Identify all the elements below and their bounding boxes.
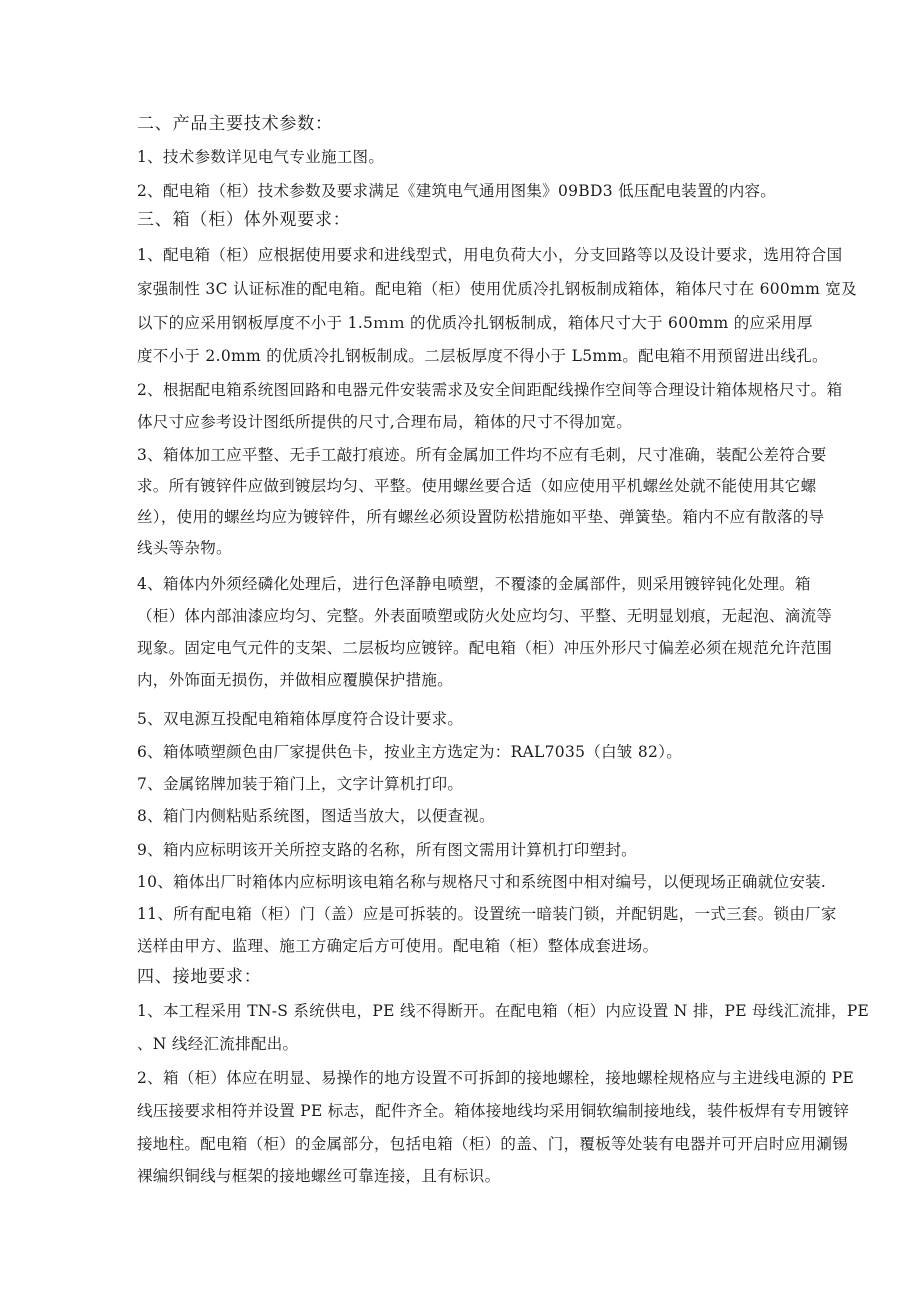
paragraph-line: 度不小于 2.0mm 的优质冷扎钢板制成。二层板厚度不得小于 L5mm。配电箱不用预留进出线孔。 (137, 347, 828, 365)
paragraph-line: 接地柱。配电箱（柜）的金属部分，包括电箱（柜）的盖、门，覆板等处装有电器并可开启时应用涮锡 (137, 1135, 849, 1153)
section-heading-grounding: 四、接地要求： (137, 967, 262, 987)
paragraph-line: 10、箱体出厂时箱体内应标明该电箱名称与规格尺寸和系统图中相对编号，以便现场正确就位安装. (137, 873, 827, 891)
paragraph-line: 4、箱体内外须经磷化处理后，进行色泽静电喷塑，不覆漆的金属部件，则采用镀锌钝化处理。箱 (137, 575, 811, 593)
paragraph-line: 裸编织铜线与框架的接地螺丝可靠连接，且有标识。 (137, 1167, 501, 1185)
paragraph-line: 家强制性 3C 认证标准的配电箱。配电箱（柜）使用优质冷扎钢板制成箱体，箱体尺寸在 600mm 宽及 (137, 280, 857, 298)
paragraph-line: （柜）体内部油漆应均匀、完整。外表面喷塑或防火处应均匀、平整、无明显划痕，无起泡、滴流等 (137, 607, 833, 625)
paragraph-line: 丝），使用的螺丝均应为镀锌件，所有螺丝必须设置防松措施如平垫、弹簧垫。箱内不应有散落的导 (137, 508, 825, 526)
paragraph-line: 1、本工程采用 TN-S 系统供电，PE 线不得断开。在配电箱（柜）内应设置 N 排，PE 母线汇流排，PE (137, 1002, 870, 1020)
section-heading-appearance: 三、箱（柜）体外观要求： (137, 210, 351, 230)
paragraph-line: 以下的应采用钢板厚度不小于 1.5ｍｍ 的优质冷扎钢板制成，箱体尺寸大于 600mm 的应采用厚 (137, 314, 813, 332)
paragraph-line: 2、根据配电箱系统图回路和电器元件安装需求及安全间距配线操作空间等合理设计箱体规格尺寸。箱 (137, 381, 843, 399)
paragraph-line: 送样由甲方、监理、施工方确定后方可使用。配电箱（柜）整体成套进场。 (137, 937, 659, 955)
paragraph-line: 1、配电箱（柜）应根据使用要求和进线型式，用电负荷大小，分支回路等以及设计要求，选用符合国 (137, 246, 843, 264)
paragraph-line: 1、技术参数详见电气专业施工图。 (137, 148, 385, 166)
paragraph-line: 、N 线经汇流排配出。 (137, 1035, 299, 1053)
paragraph-line: 8、箱门内侧粘贴系统图，图适当放大，以便查视。 (137, 807, 495, 825)
section-heading-technical-params: 二、产品主要技术参数： (137, 114, 333, 134)
paragraph-line: 5、双电源互投配电箱箱体厚度符合设计要求。 (137, 710, 464, 728)
paragraph-line: 线头等杂物。 (137, 539, 232, 557)
paragraph-line: 内，外饰面无损伤，并做相应覆膜保护措施。 (137, 671, 454, 689)
paragraph-line: 11、所有配电箱（柜）门（盖）应是可拆装的。设置统一暗装门锁，并配钥匙，一式三套。锁由厂家 (137, 905, 837, 923)
paragraph-line: 现象。固定电气元件的支架、二层板均应镀锌。配电箱（柜）冲压外形尺寸偏差必须在规范允许范围 (137, 639, 833, 657)
paragraph-line: 线压接要求相符并设置 PE 标志，配件齐全。箱体接地线均采用铜软编制接地线，装件板焊有专用镀锌 (137, 1102, 850, 1120)
paragraph-line: 6、箱体喷塑颜色由厂家提供色卡，按业主方选定为：RAL7035（白皱 82）。 (137, 743, 683, 761)
paragraph-line: 3、箱体加工应平整、无手工敲打痕迹。所有金属加工件均不应有毛刺，尺寸准确，装配公差符合要 (137, 446, 827, 464)
paragraph-line: 7、金属铭牌加装于箱门上，文字计算机打印。 (137, 775, 464, 793)
paragraph-line: 求。所有镀锌件应做到镀层均匀、平整。使用螺丝要合适（如应使用平机螺丝处就不能使用其它螺 (137, 477, 817, 495)
paragraph-line: 体尺寸应参考设计图纸所提供的尺寸,合理布局，箱体的尺寸不得加宽。 (137, 413, 633, 431)
paragraph-line: 9、箱内应标明该开关所控支路的名称，所有图文需用计算机打印塑封。 (137, 841, 637, 859)
paragraph-line: 2、配电箱（柜）技术参数及要求满足《建筑电气通用图集》09BD3 低压配电装置的内容。 (137, 182, 777, 200)
paragraph-line: 2、箱（柜）体应在明显、易操作的地方设置不可拆卸的接地螺栓，接地螺栓规格应与主进线电源的 PE (137, 1069, 855, 1087)
